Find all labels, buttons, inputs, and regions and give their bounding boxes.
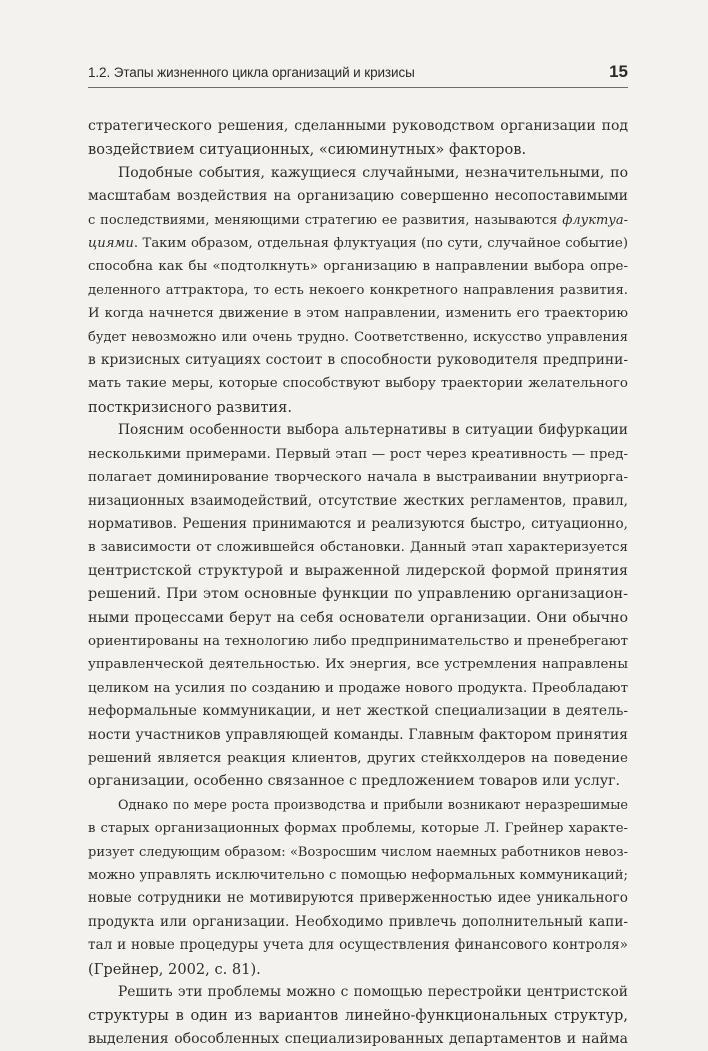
text-line: Однако по мере роста производства и прибыли возникают неразрешимые xyxy=(118,797,628,813)
text-line: неформальные коммуникации, и нет жесткой специализации в деятель- xyxy=(88,703,628,720)
text-line: низационных взаимодействий, отсутствие жестких регламентов, правил, xyxy=(88,492,628,509)
body-text xyxy=(88,115,628,1051)
chapter-title: 1.2. Этапы жизненного цикла организаций и кризисы xyxy=(88,65,415,80)
emphasized-term: циями xyxy=(88,236,134,252)
text-line: ности участников управляющей команды. Главным фактором принятия xyxy=(88,726,628,743)
text-line: в зависимости от сложившейся обстановки. Данный этап характеризуется xyxy=(88,540,628,556)
text-line: Поясним особенности выбора альтернативы в ситуации бифуркации xyxy=(118,422,628,439)
text-line: ными процессами берут на себя основатели организации. Они обычно xyxy=(88,609,628,626)
text-line: Подобные события, кажущиеся случайными, незначительными, по xyxy=(118,164,628,181)
text-line: будет невозможно или очень трудно. Соответственно, искусство управления xyxy=(88,329,628,345)
text-line: полагает доминирование творческого начала в выстраивании внутриорга- xyxy=(88,470,628,486)
text-line: (Грейнер, 2002, с. 81). xyxy=(88,960,261,978)
text-line: И когда начнется движение в этом направлении, изменить его траекторию xyxy=(88,306,628,322)
text-line: решений является реакция клиентов, других стейкхолдеров на поведение xyxy=(88,750,628,766)
text-line: деленного аттрактора, то есть некоего конкретного направления развития. xyxy=(88,282,628,298)
text-line: нормативов. Решения принимаются и реализуются быстро, ситуационно, xyxy=(88,515,628,532)
text-line: выделения обособленных специализированных департаментов и найма xyxy=(88,1030,628,1047)
text-line: в кризисных ситуациях состоит в способности руководителя предприни- xyxy=(88,352,628,369)
paragraph xyxy=(88,162,628,419)
text-line: можно управлять исключительно с помощью неформальных коммуникаций; xyxy=(88,868,628,883)
text-line: организации, особенно связанное с предложением товаров или услуг. xyxy=(88,773,621,790)
text-line: стратегического решения, сделанными руководством организации под xyxy=(88,118,628,134)
text-line: ризует следующим образом: «Возросшим числом наемных работников невоз- xyxy=(88,844,628,860)
paragraph xyxy=(88,794,628,981)
text-line: тал и новые процедуры учета для осуществления финансового контроля» xyxy=(88,937,628,954)
text-line: в старых организационных формах проблемы, которые Л. Грейнер характе- xyxy=(88,821,628,837)
text-line: посткризисного развития. xyxy=(88,398,292,416)
text-line: воздействием ситуационных, «сиюминутных» факторов. xyxy=(88,141,527,159)
paragraph xyxy=(88,115,628,162)
paragraph xyxy=(88,981,628,1051)
text-line: способна как бы «подтолкнуть» организацию в направлении выбора опре- xyxy=(88,259,628,275)
text-line: целиком на усилия по созданию и продаже нового продукта. Преобладают xyxy=(88,680,628,696)
page-number: 15 xyxy=(609,62,628,81)
text-line: мать такие меры, которые способствуют выбору траектории желательного xyxy=(88,376,628,392)
text-line xyxy=(88,232,628,255)
running-header xyxy=(88,61,628,88)
text-line: центристской структурой и выраженной лидерской формой принятия xyxy=(88,562,628,579)
text-run: . Таким образом, отдельная флуктуация (по сути, случайное событие) xyxy=(133,236,628,252)
text-line: новые сотрудники не мотивируются приверженностью идее уникального xyxy=(88,890,628,907)
text-line: структуры в один из вариантов линейно-функциональных структур, xyxy=(88,1007,628,1025)
text-line: Решить эти проблемы можно с помощью перестройки центристской xyxy=(118,984,628,1001)
text-run: с последствиями, меняющими стратегию ее развития, называются xyxy=(88,212,563,228)
text-line: масштабам воздействия на организацию совершенно несопоставимыми xyxy=(88,188,628,205)
text-line: решений. При этом основные функции по управлению организацион- xyxy=(88,586,628,603)
paragraph xyxy=(88,419,628,794)
text-line: ориентированы на технологию либо предпринимательство и пренебрегают xyxy=(88,633,628,649)
text-line: продукта или организации. Необходимо привлечь дополнительный капи- xyxy=(88,913,628,930)
text-line: управленческой деятельностью. Их энергия, все устремления направлены xyxy=(88,657,628,673)
text-line: несколькими примерами. Первый этап — рост через креативность — пред- xyxy=(88,446,628,462)
text-line xyxy=(88,209,628,232)
emphasized-term: флуктуа- xyxy=(562,212,628,228)
